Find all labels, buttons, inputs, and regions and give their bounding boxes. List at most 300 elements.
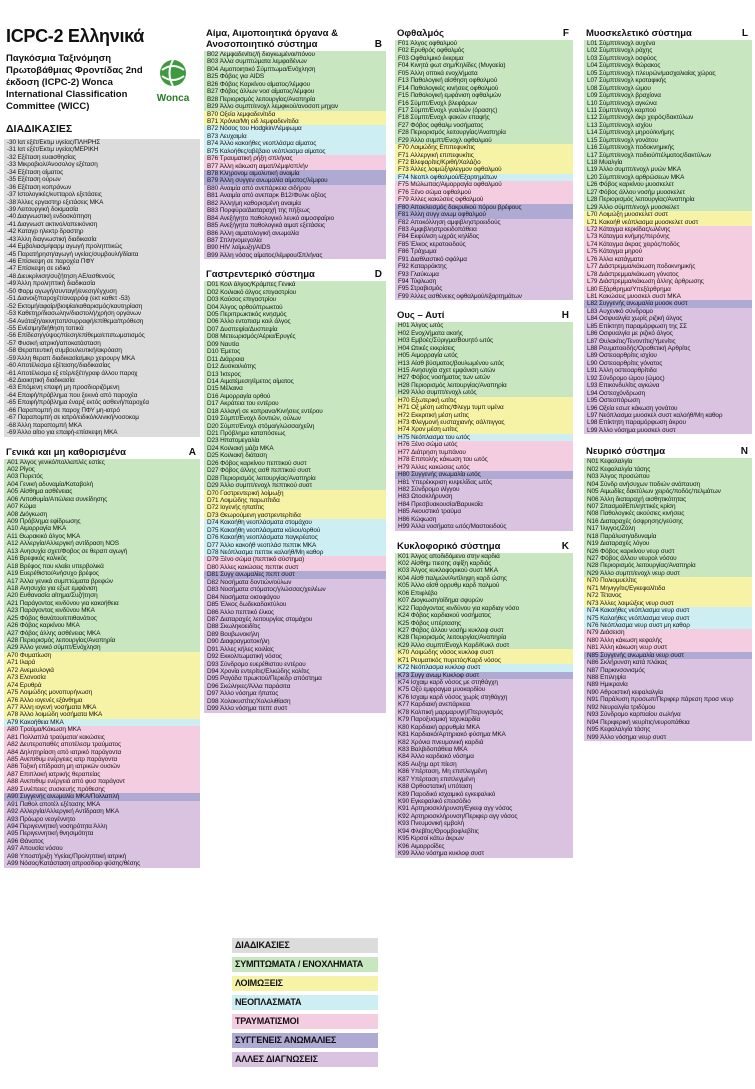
code-row: F15 Παθολογική εμφάνιση οφθαλμών [398, 92, 501, 100]
code-row: B03 Άλλα συμπτώματα λεμφαδένων [207, 58, 307, 66]
code-row: D91 Άλλες κήλες κοιλίας [207, 645, 274, 653]
section-title: Αίμα, Αιμοποιητικά όργανα & Ανοσοποιητικό σύστημα [206, 28, 338, 50]
code-row: -67 Παραπομπή σε ιατρό/ειδικό/κλινική/νοσοκομ [7, 414, 139, 422]
code-row: A95 Περιγεννητική θνησιμότητα [7, 830, 94, 838]
code-row: B78 Κληρονομ αιμολυτική αναιμία [207, 170, 300, 177]
code-row: D72 Ιογενής ηπατίτις [207, 504, 265, 512]
code-row: N02 Κεφαλαλγία τάσης [587, 465, 651, 473]
code-row: B28 Περιορισμός λειτουργίας/Αναπηρία [207, 95, 316, 103]
code-row: D75 Κακοήθη νεοπλάσματα κόλου/ορθού [207, 526, 321, 534]
code-row: D07 Δυσπεψία/Δυσπεψία [207, 325, 278, 333]
code-row: N70 Πολιομυελίτις [587, 577, 637, 585]
code-row: N75 Καλοήθες νεόπλασμα νευρ συστ [587, 614, 690, 622]
code-row: A07 Κώμα [7, 503, 36, 511]
code-row: L13 Σύμπτ/ενοχλ ισχίου [587, 121, 653, 129]
code-row: D95 Ραγάδα πρωκτού/Περιεδρ απόστημα [207, 675, 322, 683]
code-row: L12 Σύμπτ/ενοχλ άκρ χειρός/δακτύλων [587, 114, 694, 122]
code-row: B99 Άλλη νόσος αίματος/λέμφου/Σπλήνας [207, 251, 323, 259]
code-row: K96 Αιμορροΐδες [398, 842, 445, 850]
category-group-inf [204, 111, 386, 126]
code-row: -32 Εξέταση ευαισθησίας [7, 153, 76, 161]
code-row: L29 Άλλο σύμπτ/ενοχλ μυοσκελετ [587, 203, 680, 211]
code-row: H27 Φόβος νοσήματος των ωτών [398, 374, 490, 382]
code-row: F79 Άλλες κακώσεις οφθαλμού [398, 196, 484, 204]
code-row: D70 Γαστρεντερική λοίμωξη [207, 489, 284, 497]
section-n [584, 446, 752, 741]
code-row: K76 Ισχαιμ καρδ νόσος χωρίς στηθάγχη [398, 693, 508, 701]
code-row: F93 Γλαύκωμα [398, 270, 439, 278]
code-row: A76 Άλλο ιογενές εξάνθημα [7, 696, 83, 704]
code-row: A85 Ανεπιθυμ ενέργειες ιατρ παράγοντα [7, 756, 118, 763]
code-row: H03 Εμβοές/Σύριγμα/Βουητό ωτός [398, 337, 494, 345]
code-row: D80 Άλλες κακώσεις πεπτικ συστ [207, 563, 299, 571]
code-row: B81 Αναιμία από ανεπαρκ Β12/Φυλικ οξέος [207, 192, 327, 200]
code-row: K80 Καρδιακή αρρυθμία ΜΚΑ [398, 723, 480, 731]
code-row: N90 Αθροιστική κεφαλαλγία [587, 688, 664, 696]
code-row: D28 Περιορισμός λειτουργίας/Αναπηρία [207, 474, 316, 482]
code-row: -51 Διανοιξ/παροχέτ/αναρρόφ (εκτ καθετ -53) [7, 295, 130, 303]
page-title: ICPC-2 Ελληνικά [6, 26, 145, 46]
code-row: H04 Ωτικές εκκρίσεις [398, 344, 455, 352]
category-group-inj [204, 556, 386, 571]
code-row: A98 Υποστήριξη Υγείας/Προληπτική ιατρική [7, 852, 127, 860]
section-title: Μυοσκελετικό σύστημα [586, 28, 692, 39]
section-letter: F [562, 28, 569, 39]
code-row: A13 Ανησυχία σχετ/Φοβος σε θεραπ αγωγή [7, 547, 128, 555]
code-row: F03 Οφθαλμικό έκκριμα [398, 54, 464, 62]
code-row: L26 Φόβος καρκίνου μυοσκελετ [587, 181, 674, 189]
code-row: B90 HIV λοίμωξη/AIDS [207, 244, 271, 252]
code-row: L04 Σύμπτ/ενοχλ θώρακος [587, 62, 661, 70]
code-row: D86 Άλλο πεπτικό έλκος [207, 608, 275, 616]
section-f [395, 28, 573, 300]
code-row: H75 Νεόπλασμα του ωτός [398, 433, 470, 441]
code-row: H79 Άλλες κακώσεις ωτός [398, 463, 470, 471]
code-row: D20 Σύμπτ/Ενοχλ στόμα/γλώσσα/χείλη [207, 422, 315, 430]
code-row: D24 Κοιλιακή μάζα ΜΚΑ [207, 444, 274, 452]
legend-item-inj: ΤΡΑΥΜΑΤΙΣΜΟΙ [232, 1014, 378, 1029]
category-group-neo [395, 664, 573, 671]
code-row: N85 Συγγενής ανωμαλία νευρ συστ [587, 651, 684, 659]
code-row: D99 Άλλο νόσημα πεπτ συστ [207, 705, 288, 713]
code-row: K78 Κολπική μαρμαρυγή/Πτερυγισμός [398, 708, 504, 716]
code-row: L16 Σύμπτ/ενοχλ ποδοκνημικής [587, 144, 675, 152]
code-row: N87 Παρκινσονισμός [587, 666, 645, 674]
code-row: -46 Επίσκεψη σε παροχέα ΠΦΥ [7, 258, 95, 265]
code-row: L77 Διάστρεμμα/κάκωση ποδοκνημικής [587, 263, 696, 271]
code-row: D85 Έλκος δωδεκαδακτύλου [207, 601, 287, 609]
code-row: H85 Ακουστικό τραύμα [398, 508, 461, 516]
code-row: D93 Σύνδρομο ευερέθιστου εντέρου [207, 660, 306, 668]
category-group-neo [395, 174, 573, 181]
code-row: N81 Άλλη κάκωση νευρ συστ [587, 644, 668, 652]
code-row: D88 Σκωληκοειδίτις [207, 623, 261, 631]
category-group-inf [584, 577, 752, 607]
code-row: N17 Ίλιγγος/Ζάλη [587, 525, 636, 533]
code-row: F82 Αποκόλληση αμφιβληστροειδούς [398, 218, 501, 226]
code-row: A90 Συγγενής ανωμαλία ΜΚΑ/Πολλαπλή [7, 793, 120, 801]
code-row: D19 Σύμπτ/Ενοχλ δοντιών, ούλων [207, 415, 301, 423]
code-row: L89 Οστεοαρθρίτις ισχίου [587, 352, 657, 360]
code-row: -31 Ιατ εξέτ/Εκτιμ υγείας/ΜΕΡΙΚΗ [7, 146, 99, 154]
wonca-logo [150, 58, 196, 104]
code-row: A09 Πρόβλημα εφίδρωσης [7, 518, 81, 525]
code-row: K27 Φόβος άλλου νοσήμ κυκλοφ συστ [398, 626, 504, 634]
code-row: H02 Ενοχλήματα ακοής [398, 329, 463, 337]
code-row: K72 Νεόπλασμα κυκλοφ συστ [398, 664, 481, 672]
code-row: F28 Περιορισμός λειτουργίας/Αναπηρία [398, 129, 506, 137]
code-row: A19 Ευερέθιστο/Ανήσυχο βρέφος [7, 570, 99, 578]
code-row: N01 Κεφαλαλγία [587, 458, 633, 466]
code-row: B25 Φόβος για AIDS [207, 73, 265, 81]
code-row: D78 Νεόπλασμα πεπτικ καλοήθ/Μη καθορ [207, 549, 324, 556]
code-row: N08 Παθολογικές ακούσιες κινήσεις [587, 510, 685, 518]
category-group-symp [204, 281, 386, 489]
code-row: N79 Διάσειση [587, 629, 625, 637]
code-row: D26 Φόβος καρκίνου πεπτικού συστ [207, 459, 307, 467]
category-group-oth [395, 679, 573, 858]
column-2 [204, 0, 386, 713]
code-row: F76 Ξένο σώμα οφθαλμού [398, 188, 472, 196]
code-row: N16 Διαταραχές όσφρησης/γεύσης [587, 517, 683, 525]
category-group-oth [204, 579, 386, 713]
code-row: L15 Σύμπτ/ενοχλ γονάτου [587, 136, 658, 144]
code-row: D05 Περιπρωκτικός κνησμός [207, 311, 287, 318]
section-k [395, 541, 573, 858]
code-row: K28 Περιορισμός λειτουργίας/Αναπηρία [398, 634, 507, 642]
code-row: H28 Περιορισμός λειτουργίας/Αναπηρία [398, 381, 507, 389]
code-row: L92 Σύνδρομο ώμου (ώμος) [587, 374, 665, 382]
category-group-inf [395, 397, 573, 434]
code-row: A10 Αιμορραγία ΜΚΑ [7, 525, 67, 533]
code-row: D98 Χολοκυστίτις/Χολολιθίαση [207, 697, 291, 705]
section-letter: N [740, 446, 748, 458]
legend-item-oth: ΑΛΛΕΣ ΔΙΑΓΝΩΣΕΙΣ [232, 1052, 378, 1067]
code-row: -42 Καταγρ ηλεκτρ δραστηρ [7, 228, 84, 236]
code-row: A99 Νόσος/Κατάσταση απροσδιορ φύσης/θέσης [7, 860, 141, 868]
globe-icon [156, 58, 190, 88]
code-row: L93 Επικονδυλίτις αγκώνα [587, 382, 660, 390]
code-row: A18 Ανησυχία για εξωτ εμφάνιση [7, 584, 98, 592]
category-group-inf [204, 490, 386, 520]
code-row: F27 Φόβος οφθαλμ νοσήματος [398, 121, 484, 129]
code-row: L18 Μυαλγία [587, 159, 623, 167]
code-row: F70 Λοιμώδης Επιπεφυκίτις [398, 144, 475, 152]
code-row: H77 Διάτρηση τυμπάνου [398, 448, 466, 456]
category-group-oth [584, 308, 752, 434]
code-row: D27 Φόβος άλλης ασθ πεπτικού συστ [207, 467, 311, 475]
code-row: D13 Ίκτερος [207, 370, 241, 378]
section-letter: B [374, 39, 382, 50]
code-row: B83 Πορφύρα/Διαταραχή της πήξεως [207, 207, 310, 215]
code-row: A27 Φόβος άλλης ασθένειας ΜΚΑ [7, 629, 101, 637]
category-group-symp [204, 51, 386, 111]
section-header [395, 28, 573, 40]
category-group-symp [395, 553, 573, 650]
code-row: L78 Διάστρεμμα/κάκωση γόνατος [587, 270, 679, 278]
code-row: N76 Νεόπλασμα νευρ συστ μη καθορ [587, 621, 690, 629]
code-row: -64 Επαφή/πρόβλημα που ξεκινά από παροχέα [7, 391, 138, 399]
code-row: L99 Άλλο νόσημα μυοσκελ συστ [587, 426, 676, 434]
code-row: D03 Καύσος επιγαστρίου [207, 296, 277, 304]
code-row: K71 Ρευματικός πυρετός/Καρδ νόσος [398, 656, 501, 664]
code-row: A81 Πολλαπλά τραύματα/ κακώσεις [7, 733, 105, 741]
code-row: K75 Οξύ εμφραγμα μυοκαρδίου [398, 686, 486, 694]
code-row: L10 Σύμπτ/ενοχλ αγκώνα [587, 99, 657, 107]
category-group-inj [584, 226, 752, 300]
code-row: -37 Ιστολογικές/κυτταρολ εξετάσεις [7, 191, 102, 199]
code-row: L95 Οστεοπόρωση [587, 397, 640, 405]
code-row: L09 Σύμπτ/ενοχλ βραχίονα [587, 92, 661, 100]
code-row: A74 Ερυθρά [7, 681, 42, 689]
code-row: A08 Διόγκωση [7, 510, 47, 518]
code-row: D79 Ξένο σώμα (πεπτικό σύστημα) [207, 556, 305, 564]
code-row: F84 Εκφύλιση ωχράς κηλίδος [398, 233, 480, 241]
code-row: F04 Κινητά φωτ σημ/Κηλίδες (Μυγαεία) [398, 62, 506, 70]
code-row: -34 Εξέταση αίματος [7, 168, 64, 176]
code-row: A80 Τραύμα/Κάκωση ΜΚΑ [7, 726, 82, 734]
procedures-list [4, 139, 200, 437]
code-row: H70 Εξωτερική ωτίτις [398, 396, 457, 404]
code-row: D94 Χρονία εντερίτις/Ελκώδης κολίτις [207, 668, 310, 675]
code-row: A94 Περιγεννητική νοσηρότητα Άλλη [7, 822, 108, 830]
code-row: B76 Τραυματική ρήξη σπλήνας [207, 155, 293, 163]
code-row: H81 Υπερέκκριση κυψελίδας ωτός [398, 478, 493, 486]
code-row: A18 Βρέφος που κλαίει υπερβολικά [7, 562, 104, 570]
code-row: K86 Υπέρταση, Μη επιπλεγμένη [398, 768, 487, 776]
category-group-symp [395, 40, 573, 144]
code-row: -49 Άλλη προληπτική διαδικασία [7, 280, 96, 288]
code-row: F13 Παθολογική αίσθηση οφθαλμού [398, 77, 498, 85]
code-row: -43 Άλλη διαγνωστική διαδικασία [7, 235, 97, 243]
code-row: D08 Μετεωρισμός/Αέρια/Ερυγές [207, 333, 296, 341]
code-row: -39 Λειτουργική δοκιμασία [7, 205, 79, 213]
code-row: L83 Αυχενικό σύνδρομο [587, 307, 653, 315]
code-row: -30 Ιατ εξέτ/Εκτιμ υγείας/ΠΛΗΡΗΣ [7, 139, 101, 146]
section-letter: D [374, 269, 382, 281]
code-row: B79 Άλλη συγγεν ανωμαλία αίματος/λέμφου [207, 177, 328, 185]
section-letter: L [741, 28, 748, 39]
code-row: B85 Ανεξήγητα παθολογικά αιματ εξετάσεις [207, 222, 326, 230]
code-row: A28 Περιορισμός λειτουργίας/Αναπηρία [7, 637, 116, 644]
code-row: D10 Έμετος [207, 348, 241, 356]
category-group-inf [4, 652, 200, 719]
section-b [204, 28, 386, 259]
section-title: Ους – Αυτί [397, 310, 445, 322]
code-row: H74 Χρον μέση ωτίτις [398, 426, 458, 434]
code-row: K84 Άλλο καρδιακό νόσημα [398, 753, 474, 761]
code-row: K92 Αρτηριοσκλήρυνση/Περιφερ αγγ νόσος [398, 812, 518, 820]
category-group-oth [4, 801, 200, 868]
code-row: H71 Οξ μέση ωτίτις/Φλεγμ τυμπ υμένα [398, 404, 504, 412]
code-row: -38 Άλλες εργαστηρ εξετάσεις ΜΚΑ [7, 198, 104, 206]
section-header [395, 310, 573, 322]
code-row: L28 Περιορισμός λειτουργίας/Αναπηρία [587, 196, 695, 204]
code-row: K24 Φόβος καρδιακού νοσήματος [398, 612, 491, 620]
code-row: B02 Λεμφαδενίτις/ή διογκωμένοι/πόνου [207, 51, 315, 58]
code-row: A78 Άλλο λοιμώδη νοσήματα ΜΚΑ [7, 711, 103, 719]
category-group-cong [395, 471, 573, 478]
code-row: N92 Νευραλγία τριδύμου [587, 703, 656, 711]
code-row: D14 Αιματέμεση/έμετος αίματος [207, 377, 294, 385]
code-row: L01 Σύμπτ/ενοχλ αυχένα [587, 40, 656, 47]
section-title: Γενικά και μη καθορισμένα [6, 446, 126, 458]
code-row: A20 Ευθανασία αίτημα/Συζήτηση [7, 592, 98, 600]
code-row: L91 Άλλη οστεοαρθρίτιδα [587, 367, 657, 375]
code-row: B86 Άλλη αιματολογική ανωμαλία [207, 229, 299, 237]
code-row: A71 Ιλαρά [7, 659, 36, 667]
code-row: N04 Σύνδρ ανήσυχων ποδιών ανάπαυση [587, 480, 701, 488]
code-row: A70 Φυματίωση [7, 651, 52, 659]
code-row: K04 Αίσθ παλμών/Αντίληψη καρδ ώσης [398, 574, 507, 582]
code-row: B80 Αναιμία από ανεπάρκεια σιδήρου [207, 184, 311, 192]
code-row: N89 Ημικρανία [587, 681, 628, 689]
code-row: -55 Ενέσιμη/διήθηση τοπικά [7, 324, 84, 332]
code-row: L85 Επίκτητη παραμόρφωση της ΣΣ [587, 322, 688, 330]
section-d [204, 269, 386, 712]
column-4 [584, 0, 752, 741]
code-row: A06 Λιποθυμία/Απώλεια συνείδησης [7, 495, 108, 503]
code-row: D77 Άλλο κακοήθ νεοπλάσ πεπτικ ΜΚΑ [207, 541, 317, 549]
code-row: -56 Επίδεση/γύψος/πίεση/επίθεμα/επιπωματισμός [7, 332, 145, 340]
code-row: L72 Κάταγμα κερκίδας/ωλένης [587, 226, 671, 234]
code-row: N03 Άλγος προσώπου [587, 473, 650, 481]
code-row: -48 Διευκρίνιση/συζήτηση ΑΕ/ασθενούς [7, 272, 115, 280]
code-row: H80 Συγγενής ανωμαλία ωτός [398, 471, 481, 479]
code-row: -44 Εμβολιασμ/φαρμ αγωγή προληπτικώς [7, 243, 123, 251]
code-row: A89 Συνέπειες συσκευής πρόθεσης [7, 785, 105, 793]
code-row: F81 Άλλη συγγ ανωμ οφθαλμού [398, 211, 486, 219]
category-group-symp [584, 40, 752, 211]
code-row: N73 Άλλες λοιμώξεις νευρ συστ [587, 599, 674, 607]
code-row: D97 Άλλο νόσημα ήπατος [207, 690, 279, 698]
code-row: L79 Διάστρεμμα/κάκωση άλλης άρθρωσης [587, 278, 704, 286]
code-row: L86 Οσφυαλγία με ριζικό άλγος [587, 330, 673, 338]
code-row: D09 Ναυτία [207, 340, 239, 348]
code-row: L17 Σύμπτ/ενοχλ ποδιού/πέλματος/δακτύλων [587, 151, 712, 159]
category-group-cong [584, 300, 752, 307]
code-row: B84 Ανεξήγητο παθολογικό λευκό αιμοσφαίριο [207, 214, 334, 222]
code-row: N91 Παράλυση προσωπ/Περιφερ πάρεση προσ νευρ [587, 696, 734, 704]
category-group-inj [204, 155, 386, 170]
legend-item-cong: ΣΥΓΓΕΝΕΙΣ ΑΝΩΜΑΛΙΕΣ [232, 1033, 378, 1048]
code-row: D16 Αιμορραγία ορθού [207, 392, 271, 400]
section-header [204, 28, 386, 51]
legend-item-symp: ΣΥΜΠΤΩΜΑΤΑ / ΕΝΟΧΛΗΜΑΤΑ [232, 957, 378, 972]
code-row: -41 Διαγνωστ ακτινολ/απεικόνιση [7, 220, 98, 228]
section-h [395, 310, 573, 530]
code-row: B87 Σπληνομεγαλία [207, 236, 262, 244]
category-group-oth [395, 219, 573, 301]
code-row: F75 Μώλωπας/Αιμορραγία οφθαλμού [398, 181, 502, 189]
code-row: D01 Κοιλ άλγος/Κράμπες Γενικά [207, 281, 296, 289]
code-row: K89 Παροδικό ισχαιμικό εγκεφαλικό [398, 790, 496, 798]
code-row: D74 Κακοήθη νεοπλάσματα στομάχου [207, 519, 312, 527]
code-row: K22 Παράγοντας κινδύνου για καρδιαγ νόσο [398, 604, 520, 612]
code-row: H01 Άλγος ωτός [398, 322, 444, 330]
code-row: D71 Λοιμώδης παρωτίτιδα [207, 496, 280, 504]
code-row: K70 Λοιμώδης νόσος κυκλοφ συστ [398, 649, 494, 657]
code-row: H73 Φλεγμονή ευσταχιανής σάλπιγγας [398, 419, 505, 426]
code-row: A91 Παθολ αποτέλ εξέτασης ΜΚΑ [7, 800, 101, 808]
code-row: B70 Οξεία λεμφαδενίτιδα [207, 110, 276, 118]
code-row: K02 Αίσθημ πιεσης σφίξη καρδιάς [398, 560, 492, 567]
code-row: L88 Ρευματοειδής/Οροθετική Αρθρίτις [587, 345, 691, 353]
code-row: A12 Αλλεργία/Αλλεργική αντίδραση NOS [7, 540, 119, 548]
code-row: A75 Λοιμώδης μονοπυρήνωση [7, 689, 93, 697]
column-1 [4, 0, 200, 868]
code-row: F74 Νεοπλ οφθαλμού/Εξαρτημάτων [398, 173, 498, 181]
code-row: F29 Άλλο συμπτ/Ενοχλ οφθαλμού [398, 136, 492, 144]
code-row: A23 Παράγοντας κινδύνου ΜΚΑ [7, 607, 95, 615]
category-group-cong [584, 652, 752, 659]
code-row: L84 Οσφυαλγία χωρίς ριζική άλγος [587, 315, 683, 323]
code-row: D23 Ηπατομεγαλία [207, 437, 260, 445]
code-row: D96 Σκώληκες/Άλλα παράσιτα [207, 682, 291, 690]
code-row: A93 Πρόωρο νεογέννητο [7, 815, 76, 823]
code-row: K88 Ορθοστατική υπόταση [398, 783, 473, 791]
code-row: N26 Φόβος καρκίνου νευρ συστ [587, 547, 675, 555]
code-row: -54 Ανάταξη/ακινητοπ/συρραφή/επίθεμα/πρόθεση [7, 317, 144, 325]
code-row: D21 Πρόβλημα καταπόσεως [207, 430, 286, 437]
code-row: L27 Φόβος άλλου νοσήμ μυοσκελετ [587, 188, 685, 196]
code-row: A88 Ανεπιθυμ ενέργειά από φυσ παράγοντ [7, 778, 125, 786]
code-row: -68 Άλλη παραπομπή ΜΚΑ [7, 421, 82, 429]
code-row: K79 Παροξυσμική ταχυκαρδία [398, 716, 481, 724]
code-row: H15 Ανησυχία σχετ εμφάνιση ωτών [398, 366, 496, 374]
category-group-symp [584, 458, 752, 577]
code-row: H82 Σύνδρομο ιλίγγου [398, 485, 460, 493]
code-row: A25 Φόβος θανάτου/επιθανάτιος [7, 614, 97, 622]
section-letter: A [188, 446, 196, 458]
code-row: -58 Θεραπευτική συμβουλευτική/ακρόαση [7, 347, 122, 355]
code-row: K85 Αυξημ αρτ πίεση [398, 760, 457, 768]
code-row: D81 Συγγ ανωμαλίες πεπτ συστ [207, 571, 295, 579]
code-row: N94 Περιφερική νευρίτις/νευροπάθεια [587, 718, 690, 726]
code-row: H72 Εκκριτική μέση ωτίτις [398, 411, 469, 419]
code-row: A73 Ελονοσία [7, 674, 46, 682]
code-row: -57 Φυσική ιατρική/αποκατάσταση [7, 339, 101, 347]
code-row: -66 Παραπομπή σε παροχ ΠΦΥ μη-ιατρό [7, 406, 120, 414]
section-title: Νευρικό σύστημα [586, 446, 666, 458]
code-row: L11 Σύμπτ/ενοχλ καρπού [587, 106, 657, 114]
category-group-oth [395, 479, 573, 531]
category-group-inf [395, 144, 573, 174]
code-row: H05 Αιμορραγία ωτός [398, 352, 458, 360]
code-row: N88 Επιληψία [587, 674, 626, 682]
code-row: D18 Αλλαγή σε κοπρανα/Κινήσεις εντέρου [207, 407, 323, 415]
code-row: A96 Θάνατος [7, 837, 44, 845]
code-row: N93 Σύνδρομο καρπιαίου σωλήνα [587, 711, 681, 719]
category-group-cong [204, 170, 386, 185]
code-row: K93 Πνευμονική εμβολή [398, 820, 464, 828]
category-group-neo [204, 125, 386, 155]
section-header [204, 269, 386, 281]
code-row: A82 Δευτεροπαθές αποτέλεσμ τραύματος [7, 741, 121, 749]
code-row: A72 Ανεμευλογιά [7, 666, 54, 674]
code-row: N29 Άλλο συμπτ/ενοχλ νευρ συστ [587, 569, 680, 577]
category-group-inj [395, 181, 573, 203]
code-row: A97 Απουσία νόσου [7, 845, 63, 853]
code-row: A84 Δηλητηρίαση από ιατρικό παράγοντα [7, 748, 122, 756]
category-group-inf [584, 211, 752, 226]
section-title: Γαστρεντερικό σύστημα [206, 269, 315, 281]
code-row: K06 Επιφλέβο [398, 589, 438, 597]
code-row: L02 Σύμπτ/ενοχλ ράχης [587, 47, 653, 55]
code-row: K99 Άλλο νόσημα κυκλοφ συστ [398, 850, 485, 858]
code-row: A21 Παράγοντας κινδύνου για κακοήθεια [7, 599, 119, 607]
code-row: K74 Ισχαιμ καρδ νόσος με στηθάγχη [398, 679, 498, 686]
